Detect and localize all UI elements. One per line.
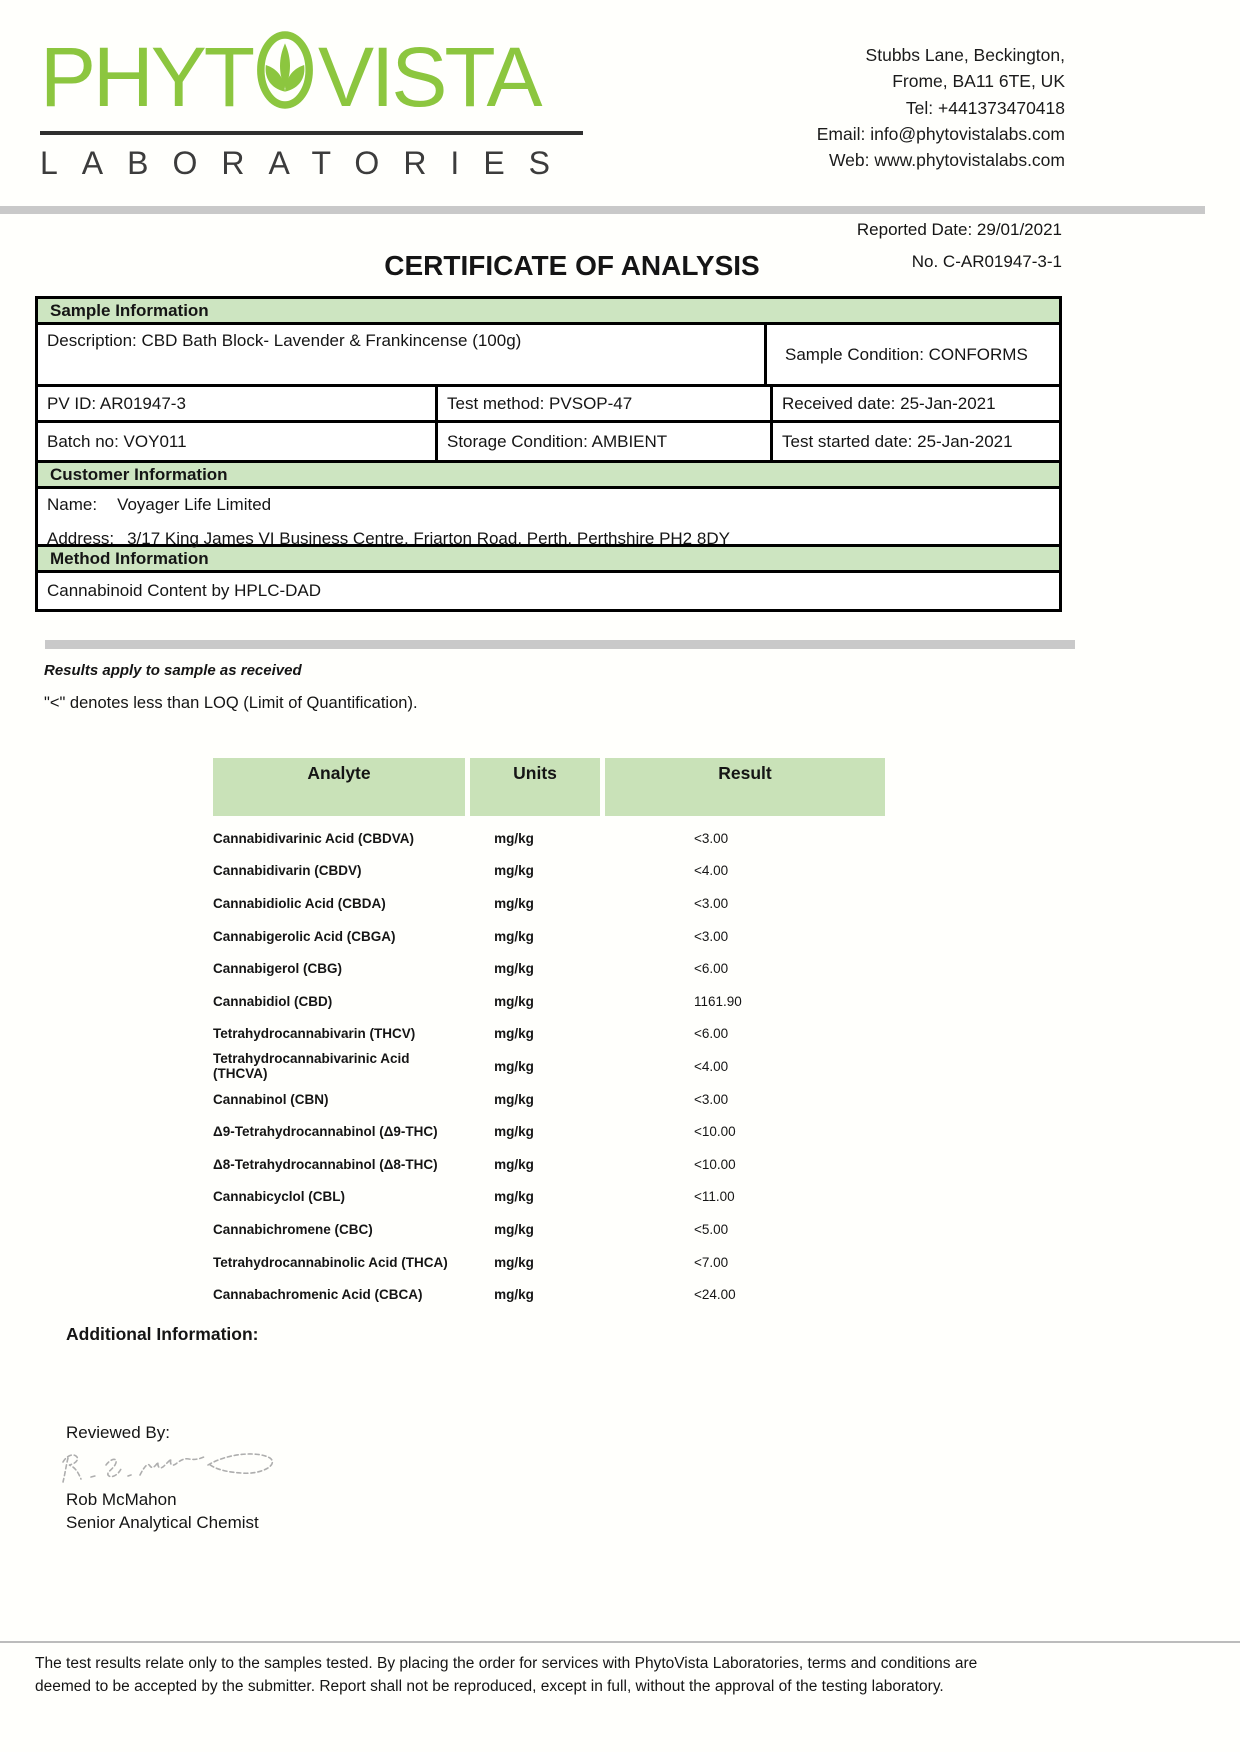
batch-row — [38, 423, 1059, 463]
reviewed-by-label: Reviewed By: — [66, 1423, 170, 1442]
contact-email: Email: info@phytovistalabs.com — [816, 123, 1065, 144]
column-header-units: Units — [470, 758, 600, 816]
table-row — [213, 1278, 885, 1311]
footer-line-1: The test results relate only to the samples tested. By placing the order for services with PhytoVista Laboratories, terms and conditions are — [35, 1655, 978, 1672]
table-row — [213, 1115, 885, 1148]
result-cell: 1161.90 — [694, 993, 742, 1009]
units-cell: mg/kg — [494, 1189, 534, 1205]
customer-address-line — [47, 529, 1059, 549]
analyte-cell: Tetrahydrocannabinolic Acid (THCA) — [213, 1254, 448, 1270]
result-cell: <3.00 — [694, 928, 729, 944]
units-cell: mg/kg — [494, 863, 534, 879]
units-cell: mg/kg — [494, 1287, 534, 1303]
test-started-date: Test started date: 25-Jan-2021 — [782, 431, 1013, 451]
analyte-cell: Δ8-Tetrahydrocannabinol (Δ8-THC) — [213, 1156, 438, 1172]
logo-divider — [40, 131, 583, 135]
phytovista-logo — [40, 30, 583, 182]
analyte-cell: Tetrahydrocannabivarin (THCV) — [213, 1026, 416, 1042]
table-row — [213, 855, 885, 888]
units-cell: mg/kg — [494, 1091, 534, 1107]
units-cell: mg/kg — [494, 1124, 534, 1140]
result-cell: <6.00 — [694, 1026, 729, 1042]
section-header-sample-information: Sample Information — [38, 299, 1059, 325]
column-header-analyte: Analyte — [213, 758, 465, 816]
analyte-cell: Cannabidiolic Acid (CBDA) — [213, 895, 386, 911]
footer-disclaimer — [35, 1652, 1215, 1699]
customer-address: 3/17 King James VI Business Centre, Friarton Road, Perth, Perthshire PH2 8DY — [127, 529, 730, 548]
pv-id: PV ID: AR01947-3 — [38, 387, 438, 420]
result-cell: <24.00 — [694, 1287, 736, 1303]
units-cell: mg/kg — [494, 993, 534, 1009]
received-date: Received date: 25-Jan-2021 — [782, 393, 996, 413]
customer-name-label: Name: — [47, 495, 98, 514]
method-description: Cannabinoid Content by HPLC-DAD — [47, 581, 322, 600]
units-cell: mg/kg — [494, 1156, 534, 1172]
units-cell: mg/kg — [494, 1254, 534, 1270]
batch-no: Batch no: VOY011 — [38, 423, 438, 460]
units-cell: mg/kg — [494, 928, 534, 944]
table-row — [213, 1083, 885, 1116]
column-header-result: Result — [605, 758, 885, 816]
analyte-cell: Cannabidivarinic Acid (CBDVA) — [213, 830, 415, 846]
result-cell: <3.00 — [694, 895, 729, 911]
table-row — [213, 1181, 885, 1214]
units-cell: mg/kg — [494, 1026, 534, 1042]
results-table — [213, 758, 885, 1311]
table-row — [213, 1018, 885, 1051]
result-cell: <7.00 — [694, 1254, 729, 1270]
logo-text-suffix: VISTA — [318, 29, 540, 124]
result-cell: <6.00 — [694, 961, 729, 977]
reviewer-title: Senior Analytical Chemist — [66, 1513, 259, 1532]
table-row — [213, 1213, 885, 1246]
units-cell: mg/kg — [494, 895, 534, 911]
sample-ids-row — [38, 387, 1059, 423]
customer-name-line — [47, 495, 1059, 515]
units-cell: mg/kg — [494, 1058, 534, 1074]
storage-condition: Storage Condition: AMBIENT — [438, 423, 773, 460]
table-row — [213, 1050, 885, 1083]
contact-web: Web: www.phytovistalabs.com — [828, 150, 1065, 170]
analyte-cell: Cannabinol (CBN) — [213, 1091, 329, 1107]
logo-wordmark — [40, 30, 583, 123]
units-cell: mg/kg — [494, 830, 534, 846]
analyte-cell: Cannabigerolic Acid (CBGA) — [213, 928, 396, 944]
sample-description-row — [38, 325, 1059, 387]
result-cell: <10.00 — [694, 1156, 736, 1172]
result-cell: <3.00 — [694, 1091, 729, 1107]
additional-information-label: Additional Information: — [66, 1324, 259, 1344]
table-row — [213, 920, 885, 953]
analyte-cell: Cannabidivarin (CBDV) — [213, 863, 362, 879]
lab-contact-block — [817, 42, 1065, 173]
customer-name: Voyager Life Limited — [117, 495, 272, 514]
table-row — [213, 952, 885, 985]
contact-address-line-1: Stubbs Lane, Beckington, — [865, 45, 1065, 65]
report-number: No. C-AR01947-3-1 — [911, 252, 1062, 271]
contact-address-line-2: Frome, BA11 6TE, UK — [892, 71, 1065, 92]
test-method: Test method: PVSOP-47 — [438, 387, 773, 420]
result-cell: <4.00 — [694, 1058, 729, 1074]
info-table — [35, 296, 1062, 612]
logo-text-prefix: PHYT — [40, 29, 253, 124]
leaf-ring-icon — [254, 30, 316, 123]
table-row — [213, 985, 885, 1018]
analyte-cell: Cannabichromene (CBC) — [213, 1221, 373, 1237]
result-cell: <3.00 — [694, 830, 729, 846]
results-note: Results apply to sample as received — [44, 662, 302, 679]
units-cell: mg/kg — [494, 961, 534, 977]
analyte-cell: Tetrahydrocannabivarinic Acid (THCVA) — [213, 1051, 410, 1082]
table-row — [213, 1246, 885, 1279]
table-row — [213, 1148, 885, 1181]
result-cell: <11.00 — [694, 1189, 735, 1205]
units-cell: mg/kg — [494, 1221, 534, 1237]
table-row — [213, 887, 885, 920]
analyte-cell: Δ9-Tetrahydrocannabinol (Δ9-THC) — [213, 1124, 438, 1140]
header-shadow-bar — [0, 206, 1205, 214]
reported-date: Reported Date: 29/01/2021 — [856, 220, 1062, 239]
section-header-method-information: Method Information — [38, 547, 1059, 573]
sample-condition: Sample Condition: CONFORMS — [785, 344, 1028, 364]
table-shadow-bar — [45, 640, 1075, 649]
page-title: CERTIFICATE OF ANALYSIS — [384, 250, 760, 281]
results-table-header — [213, 758, 885, 816]
analyte-cell: Cannabicyclol (CBL) — [213, 1189, 346, 1205]
results-rows — [213, 822, 885, 1311]
table-row — [213, 822, 885, 855]
footer-divider — [0, 1641, 1240, 1643]
reviewer-name: Rob McMahon — [66, 1490, 177, 1509]
result-cell: <5.00 — [694, 1221, 729, 1237]
result-cell: <4.00 — [694, 863, 729, 879]
footer-line-2: deemed to be accepted by the submitter. Report shall not be reproduced, except in full, without the approval of the testing laboratory. — [35, 1678, 944, 1696]
analyte-cell: Cannabidiol (CBD) — [213, 993, 333, 1009]
sample-description: Description: CBD Bath Block- Lavender & Frankincense (100g) — [38, 325, 767, 384]
analyte-cell: Cannabachromenic Acid (CBCA) — [213, 1287, 423, 1303]
customer-details — [38, 489, 1059, 547]
section-header-customer-information: Customer Information — [38, 463, 1059, 489]
analyte-cell: Cannabigerol (CBG) — [213, 961, 343, 977]
contact-phone: Tel: +441373470418 — [905, 97, 1065, 118]
customer-address-label: Address: — [47, 529, 115, 548]
loq-note: "<" denotes less than LOQ (Limit of Quantification). — [44, 694, 418, 712]
logo-subtitle: LABORATORIES — [40, 145, 574, 181]
result-cell: <10.00 — [694, 1124, 736, 1140]
